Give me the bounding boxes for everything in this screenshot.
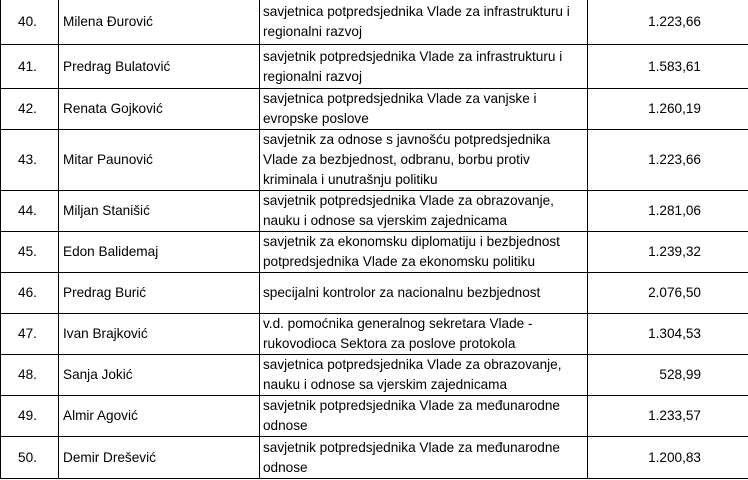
name-cell[interactable]: Miljan Stanišić <box>59 191 260 232</box>
salary-cell[interactable]: 1.304,53 <box>588 314 748 355</box>
position-text-line: evropske poslove <box>263 111 369 126</box>
row-number-cell[interactable]: 47. <box>1 314 59 355</box>
position-text-line: nauku i odnose sa vjerskim zajednicama <box>263 377 508 392</box>
row-number-cell[interactable]: 46. <box>1 273 59 314</box>
position-text-line: nauku i odnose sa vjerskim zajednicama <box>263 213 508 228</box>
row-number-cell[interactable]: 44. <box>1 191 59 232</box>
position-cell[interactable] <box>260 89 588 130</box>
position-text-line: Vlade za bezbjednost, odbranu, borbu protiv <box>263 152 530 167</box>
salary-cell[interactable]: 2.076,50 <box>588 273 748 314</box>
name-cell[interactable]: Renata Gojković <box>59 89 260 130</box>
salary-cell[interactable]: 528,99 <box>588 355 748 396</box>
row-number-cell[interactable]: 41. <box>1 45 59 89</box>
position-text-line: savjetnik potpredsjednika Vlade za obrazovanje, <box>263 193 554 208</box>
name-cell[interactable]: Predrag Bulatović <box>59 45 260 89</box>
position-cell[interactable] <box>260 45 588 89</box>
position-text-line: rukovodioca Sektora za poslove protokola <box>263 336 516 351</box>
position-cell[interactable] <box>260 396 588 437</box>
name-cell[interactable]: Sanja Jokić <box>59 355 260 396</box>
table-row <box>1 314 748 355</box>
salary-cell[interactable]: 1.200,83 <box>588 437 748 479</box>
position-cell[interactable] <box>260 314 588 355</box>
position-text-line: regionalni razvoj <box>263 24 362 39</box>
salary-cell[interactable]: 1.281,06 <box>588 191 748 232</box>
row-number-cell[interactable]: 48. <box>1 355 59 396</box>
position-cell[interactable] <box>260 355 588 396</box>
position-text-line: savjetnica potpredsjednika Vlade za vanjske i <box>263 91 537 106</box>
table-row <box>1 0 748 45</box>
position-cell[interactable] <box>260 0 588 45</box>
position-text-line: savjetnik za odnose s javnošću potpredsjednika <box>263 132 551 147</box>
position-text-line: regionalni razvoj <box>263 68 362 84</box>
row-number-cell[interactable]: 45. <box>1 232 59 273</box>
name-cell[interactable]: Mitar Paunović <box>59 130 260 191</box>
position-text-line: savjetnica potpredsjednika Vlade za infrastrukturu i <box>263 4 570 19</box>
row-number-cell[interactable]: 49. <box>1 396 59 437</box>
position-text-line: v.d. pomoćnika generalnog sekretara Vlade - <box>263 316 533 331</box>
position-text-line: savjetnica potpredsjednika Vlade za obrazovanje, <box>263 357 562 372</box>
table-row <box>1 130 748 191</box>
salary-cell[interactable]: 1.239,32 <box>588 232 748 273</box>
table-row <box>1 396 748 437</box>
row-number-cell[interactable]: 40. <box>1 0 59 45</box>
position-text-line: odnose <box>263 459 308 475</box>
salary-cell[interactable]: 1.223,66 <box>588 130 748 191</box>
position-text-line: savjetnik potpredsjednika Vlade za međunarodne <box>263 439 560 455</box>
salary-cell[interactable]: 1.583,61 <box>588 45 748 89</box>
position-text-line: savjetnik potpredsjednika Vlade za međunarodne <box>263 398 560 413</box>
salary-cell[interactable]: 1.223,66 <box>588 0 748 45</box>
position-text-line: potpredsjednika Vlade za ekonomsku politiku <box>263 254 536 269</box>
table-row <box>1 355 748 396</box>
table-row <box>1 191 748 232</box>
position-text-line: savjetnik potpredsjednika Vlade za infrastrukturu i <box>263 48 563 64</box>
position-cell[interactable] <box>260 130 588 191</box>
row-number-cell[interactable]: 42. <box>1 89 59 130</box>
position-cell[interactable] <box>260 273 588 314</box>
table-row <box>1 232 748 273</box>
salary-cell[interactable]: 1.233,57 <box>588 396 748 437</box>
row-number-cell[interactable]: 50. <box>1 437 59 479</box>
name-cell[interactable]: Predrag Burić <box>59 273 260 314</box>
table-row <box>1 45 748 89</box>
name-cell[interactable]: Demir Drešević <box>59 437 260 479</box>
name-cell[interactable]: Edon Balidemaj <box>59 232 260 273</box>
position-cell[interactable] <box>260 191 588 232</box>
salary-cell[interactable]: 1.260,19 <box>588 89 748 130</box>
name-cell[interactable]: Almir Agović <box>59 396 260 437</box>
position-text-line: odnose <box>263 418 308 433</box>
position-text-line: specijalni kontrolor za nacionalnu bezbjednost <box>263 285 541 300</box>
table-row <box>1 437 748 479</box>
position-text-line: kriminala i unutrašnju politiku <box>263 172 438 187</box>
table-body <box>1 0 748 479</box>
position-cell[interactable] <box>260 232 588 273</box>
row-number-cell[interactable]: 43. <box>1 130 59 191</box>
name-cell[interactable]: Milena Đurović <box>59 0 260 45</box>
name-cell[interactable]: Ivan Brajković <box>59 314 260 355</box>
position-text-line: savjetnik za ekonomsku diplomatiju i bezbjednost <box>263 234 560 249</box>
position-cell[interactable] <box>260 437 588 479</box>
table-row <box>1 89 748 130</box>
table-row <box>1 273 748 314</box>
